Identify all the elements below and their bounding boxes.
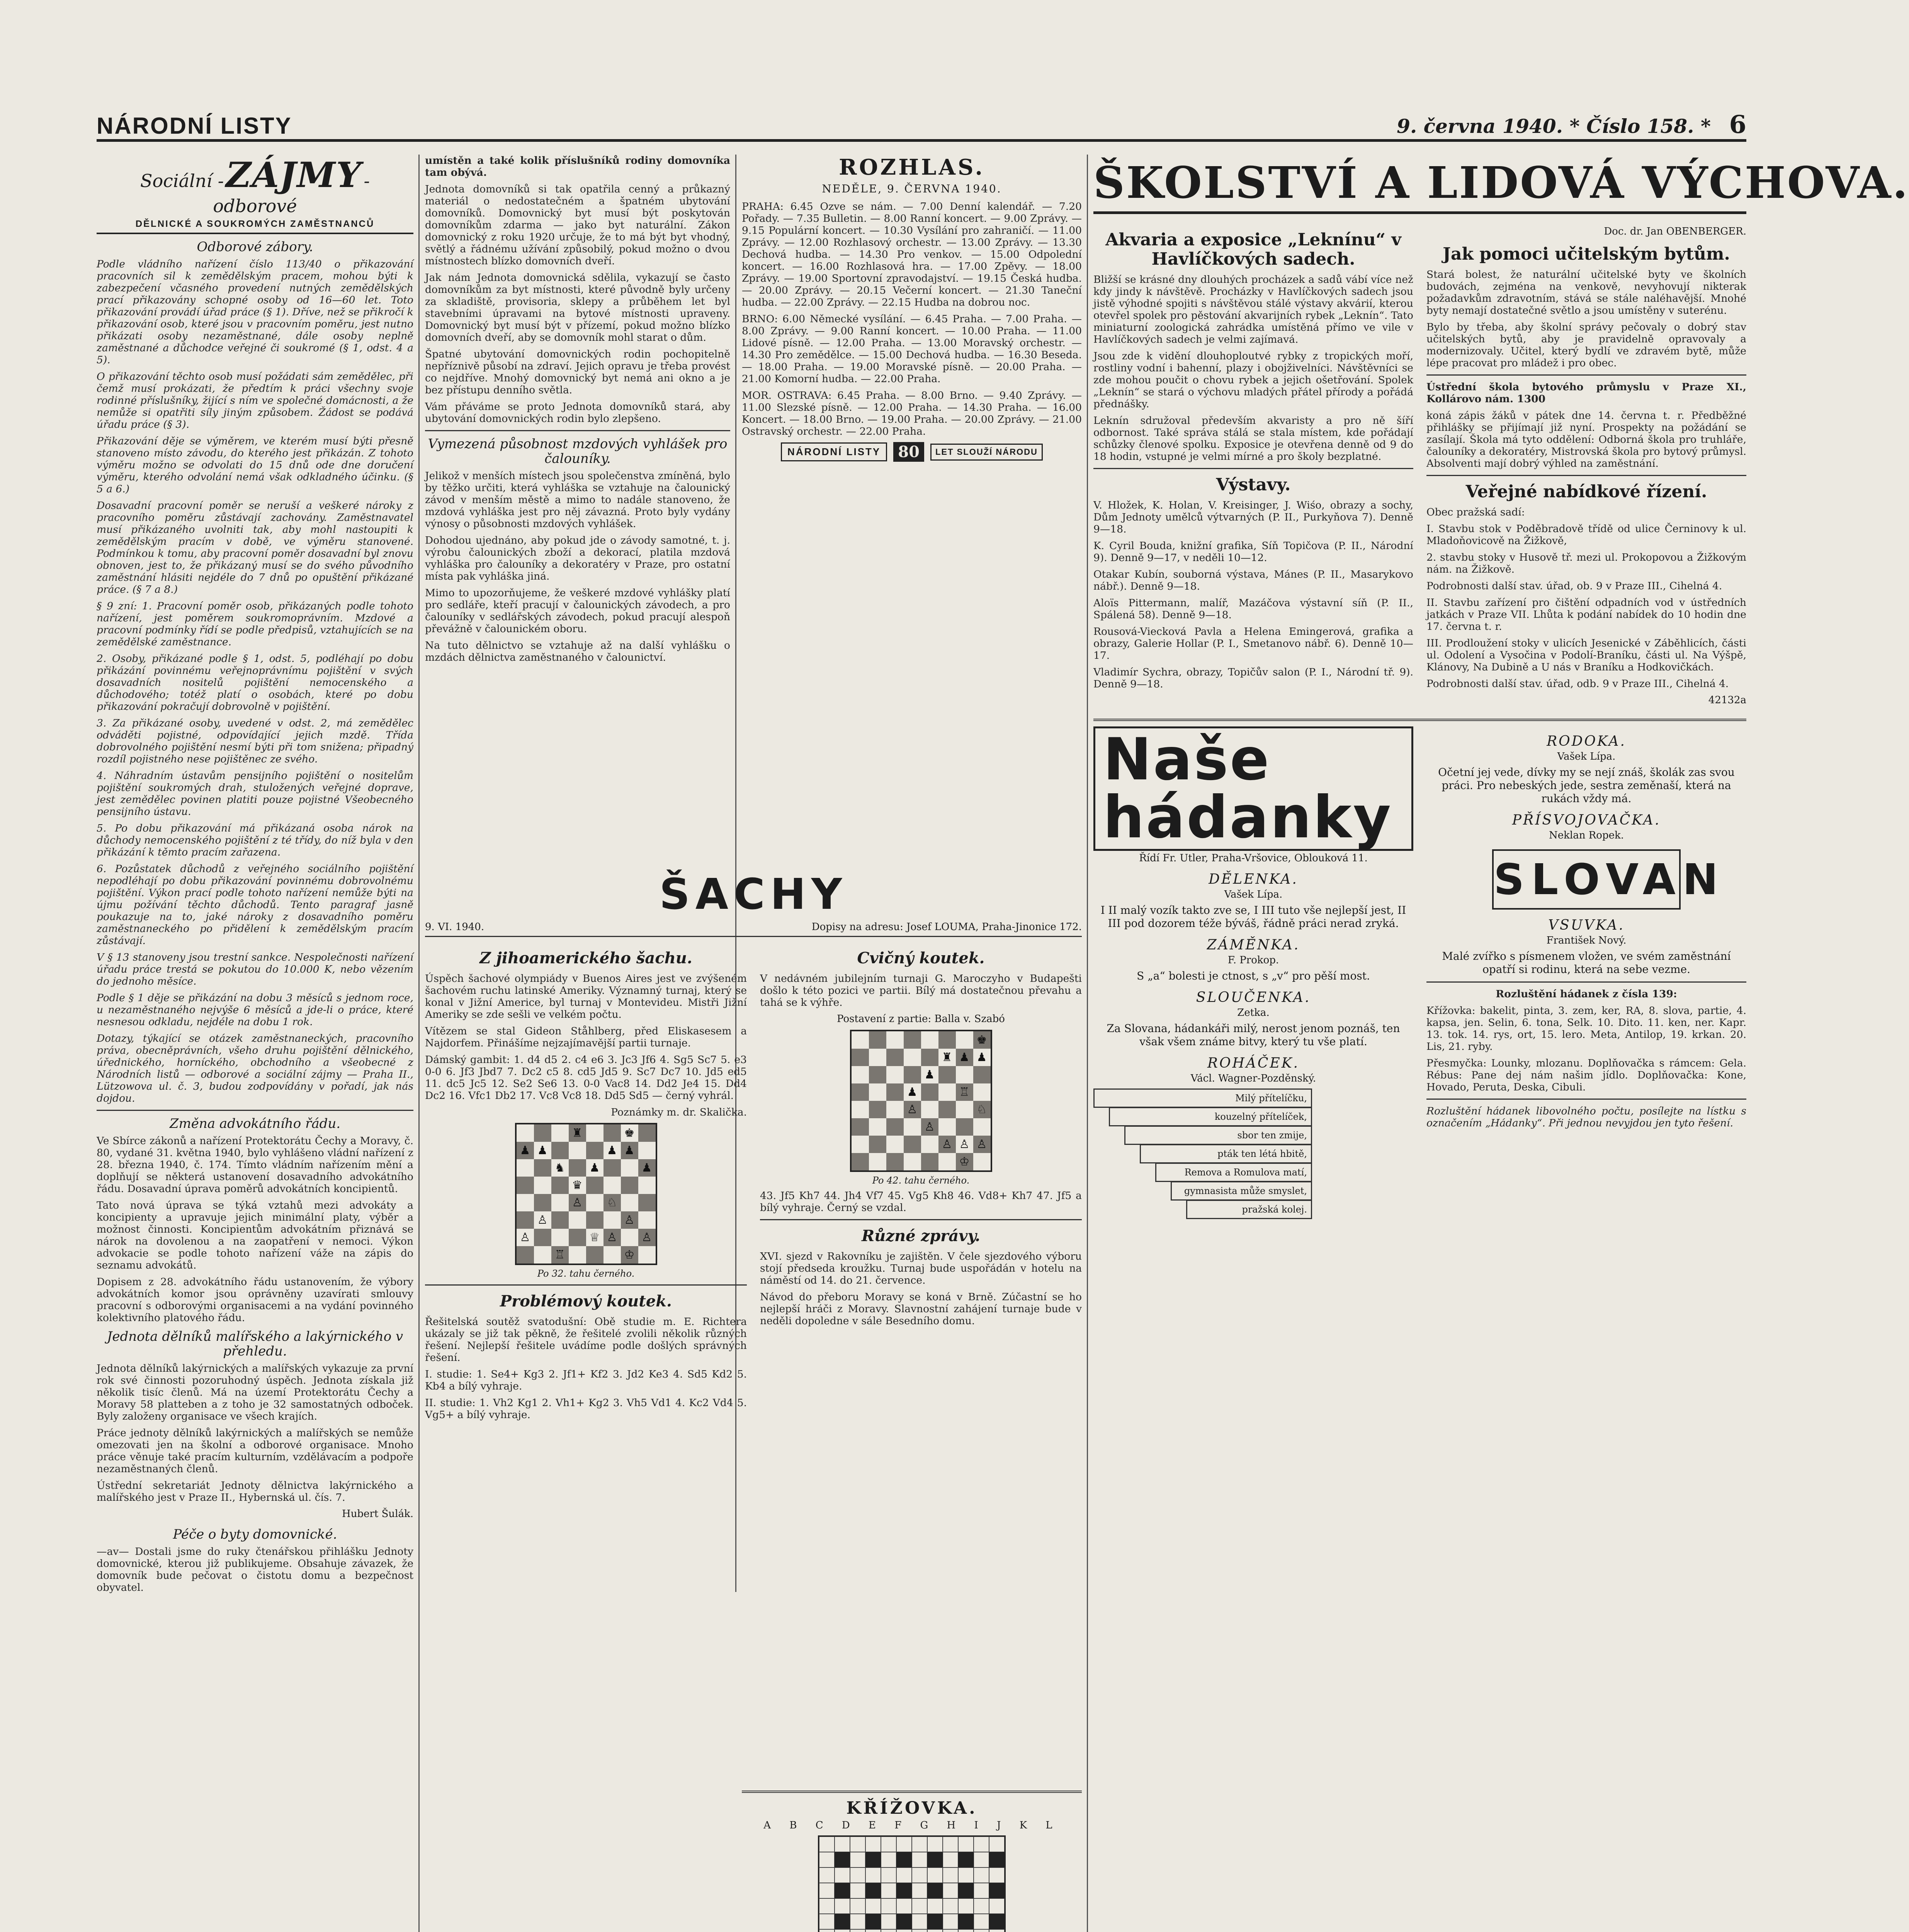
crossword-white-cell	[989, 1929, 1005, 1932]
header-zajmy: ZÁJMY	[226, 155, 362, 196]
tender-number: 42132a	[1708, 694, 1746, 706]
crossword-white-cell	[943, 1883, 958, 1898]
crossword-black-cell	[927, 1883, 943, 1898]
exhibition-entry: Vladimír Sychra, obrazy, Topičův salon (P. I., Národní tř. 9). Denně 9—18.	[1093, 666, 1413, 690]
crossword-grid	[818, 1835, 1006, 1932]
crossword-white-cell	[927, 1898, 943, 1914]
article-paragraph: O přikazování těchto osob musí požádati sám zemědělec, při čemž musí prokázati, že předtím k práci všechny svoje rodinné příslušníky, žijící s ním ve společné domácnosti, a že nemůže si opatřiti síly jiným způsobem. Žádost se podává úřadu práce (§ 3).	[97, 371, 413, 430]
chess-board: ♜ ♚ ♟ ♟ ♟ ♟ ♞ ♟ ♟ ♛ ♙ ♘ ♙ ♙ ♙ ♕ ♙ ♙ ♖ ♔	[515, 1123, 657, 1265]
radio-ostrava: MOR. OSTRAVA: 6.45 Praha. — 8.00 Brno. — 9.40 Zprávy. — 11.00 Slezské písně. — 12.00 Praha. — 14.30 Praha. — 16.00 Koncert. — 18.00 Brno. — 19.00 Praha. — 20.00 Zprávy. — 21.00 Ostravský orchestr. — 22.00 Praha.	[742, 389, 1082, 437]
crossword-white-cell	[974, 1867, 989, 1883]
crossword-black-cell	[958, 1883, 974, 1898]
riddle-word-box: SLOVAN	[1492, 849, 1681, 910]
crossword-black-cell	[865, 1914, 881, 1929]
rohacek-row	[1186, 1200, 1312, 1219]
crossword-white-cell	[850, 1867, 865, 1883]
crossword-black-cell	[896, 1914, 912, 1929]
puzzles-section	[1093, 726, 1746, 1231]
crossword-white-cell	[896, 1929, 912, 1932]
crossword-white-cell	[943, 1914, 958, 1929]
article-paragraph: Jednota domovníků si tak opatřila cenný a průkazný materiál o nedostatečném a špatném ubytování domovníků. Domovnický byt musí být poskytován domovníkům zdarma — jako byt naturální. Zákon domovnický z roku 1920 určuje, že to má být byt vhodný, světlý a řádnému užívání způsobilý, pokud možno o dvou místnostech blízko domovních dveří.	[425, 183, 730, 267]
riddle-author: Neklan Ropek.	[1549, 830, 1624, 841]
article-title: Akvaria a exposice „Leknínu“ v Havlíčkových sadech.	[1105, 230, 1401, 269]
solutions-note: Rozluštění hádanek libovolného počtu, posílejte na lístku s označením „Hádanky“. Při jednou nevyjdou jen tyto řešení.	[1426, 1105, 1746, 1129]
crossword-white-cell	[850, 1883, 865, 1898]
crossword-white-cell	[881, 1867, 896, 1883]
crossword-black-cell	[896, 1852, 912, 1867]
radio-praha: PRAHA: 6.45 Ozve se nám. — 7.00 Denní kalendář. — 7.20 Pořady. — 7.35 Bulletin. — 8.00 Ranní koncert. — 9.00 Zprávy. — 9.15 Populární koncert. — 10.30 Vysílání pro zahraničí. — 11.00 Zprávy. — 12.00 Rozhlasový orchestr. — 13.00 Zprávy. — 13.30 Dechová hudba. — 14.30 Pro venkov. — 15.00 Odpolední koncert. — 16.00 Rozhlasová hra. — 17.00 Zpěvy. — 18.00 Zprávy. — 19.00 Sportovní zpravodajství. — 19.15 Česká hudba. — 20.00 Zprávy. — 20.15 Večerní koncert. — 21.30 Taneční hudba. — 22.00 Zprávy. — 22.15 Hudba na dobrou noc.	[742, 201, 1082, 308]
rohacek-clue: Remova a Romulova matí,	[1184, 1167, 1307, 1178]
exhibition-entry: Otakar Kubín, souborná výstava, Mánes (P. II., Masarykovo nábř.). Denně 9—18.	[1093, 568, 1413, 592]
riddle-title: ROHÁČEK.	[1207, 1055, 1300, 1071]
riddle-title: VSUVKA.	[1548, 917, 1625, 933]
crossword-white-cell	[974, 1837, 989, 1852]
exhibition-entry: Rousová-Viecková Pavla a Helena Emingerová, grafika a obrazy, Galerie Hollar (P. I., Smetanovo nábř. 6). Denně 10—17.	[1093, 626, 1413, 662]
crossword-white-cell	[850, 1914, 865, 1929]
chess-paragraph: Návod do přeboru Moravy se koná v Brně. Zúčastní se ho nejlepší hráči z Moravy. Slavnostní zahájení turnaje bude v neděli dopoledne v sále Besedního domu.	[760, 1291, 1082, 1327]
position-source: Postavení z partie: Balla v. Szabó	[837, 1013, 1005, 1025]
article-paragraph: Leknín sdružoval především akvaristy a pro ně šíří odbornost. Také správa stálá se stala místem, kde pořádají schůzky členové spolku. Exposice je otevřena denně od 9 do 18 hodin, vstupné je velmi mírné a pro školy bezplatné.	[1093, 415, 1413, 463]
rohacek-stairs	[1093, 1088, 1325, 1228]
crossword-black-cell	[958, 1852, 974, 1867]
article-paragraph: Stará bolest, že naturální učitelské byty ve školních budovách, zejména na venkově, nevyhovují nikterak požadavkům zdravotním, stává se stále naléhavější. Mnohé byty nemají dostatečné světlo a jsou umístěny v suterénu.	[1426, 269, 1746, 316]
rohacek-row	[1155, 1163, 1312, 1182]
crossword-white-cell	[912, 1898, 927, 1914]
chess-date: 9. VI. 1940.	[425, 921, 484, 933]
article-paragraph: 6. Pozůstatek důchodů z veřejného sociálního pojištění nepodléhají po dobu přikazování povinnému dobrovolnému pojištění. Výkon prací podle tohoto nařízení nemůže býti na újmu požívání těchto důchodů. Tento paragraf jasně poukazuje na to, jaké nároky z dosavadního poměru zaměstnaneckého po přidělení k zemědělským pracím zůstávají.	[97, 863, 413, 947]
article-title: Jak pomoci učitelským bytům.	[1443, 244, 1730, 264]
crossword-white-cell	[881, 1929, 896, 1932]
riddle-author: Vašek Lípa.	[1557, 751, 1616, 762]
crossword-black-cell	[835, 1852, 850, 1867]
crossword-white-cell	[819, 1837, 835, 1852]
radio-date: NEDĚLE, 9. ČERVNA 1940.	[822, 182, 1002, 195]
crossword-white-cell	[943, 1837, 958, 1852]
article-paragraph: 3. Za přikázané osoby, uvedené v odst. 2, má zemědělec odváděti pojistné, odpovídající jejich mzdě. Třída dobrovolného pojištění nesmí býti při tom snižena; připadný rozdíl pojistného nese pojištěnec ze svého.	[97, 717, 413, 765]
author-signature: Hubert Šulák.	[342, 1508, 413, 1520]
article-paragraph: Práce jednoty dělníků lakýrnických a malířských se nemůže omezovati jen na školní a odborové organisace. Mnoho práce věnuje také pracím kulturním, vzdělávacím a podpoře nezaměstnaných členů.	[97, 1427, 413, 1475]
riddle-text: Malé zvířko s písmenem vložen, ve svém zaměstnání opatří si rodinu, která na sebe vezme.	[1442, 950, 1731, 976]
chess-paragraph: I. studie: 1. Se4+ Kg3 2. Jf1+ Kf2 3. Jd2 Ke3 4. Sd5 Kd2 5. Kb4 a bílý vyhraje.	[425, 1368, 747, 1392]
article-paragraph: Bližší se krásné dny dlouhých procházek a sadů vábí více než kdy jindy k návštěvě. Procházky v Havlíčkových sadech jsou jistě výhodné spojiti s návštěvou stálé výstavy akvárií, kterou otevřel spolek pro pěstování akvarijních rybek „Leknín“. Tato miniaturní zoologická zahrádka umístěná přímo ve vile v Havlíčkových sadech je velmi zajímavá.	[1093, 274, 1413, 345]
crossword-white-cell	[819, 1914, 835, 1929]
crossword-black-cell	[927, 1914, 943, 1929]
crossword-white-cell	[974, 1852, 989, 1867]
article-paragraph: Dopisem z 28. advokátního řádu ustanovením, že výbory advokátních komor jsou oprávněny uzavírati smlouvy pracovní s odborovými organisacemi a na vydání povinného kolektivního platového řádu.	[97, 1276, 413, 1324]
riddle-author: Vašek Lípa.	[1224, 889, 1283, 900]
author-signature: Doc. dr. Jan OBENBERGER.	[1604, 226, 1746, 237]
crossword-white-cell	[927, 1867, 943, 1883]
crossword-white-cell	[912, 1929, 927, 1932]
article-title: Vymezená působnost mzdových vyhlášek pro čalouníky.	[428, 436, 728, 466]
problem-corner-title: Problémový koutek.	[500, 1292, 672, 1310]
crossword-white-cell	[912, 1867, 927, 1883]
chess-paragraph: V nedávném jubilejním turnaji G. Maroczyho v Budapešti došlo k této pozici ve partii. Bílý má dostatečnou převahu a tahá se k výhře.	[760, 973, 1082, 1009]
crossword-white-cell	[835, 1898, 850, 1914]
chess-article-title: Z jihoamerického šachu.	[479, 949, 692, 967]
chess-address: Dopisy na adresu: Josef LOUMA, Praha-Jinonice 172.	[811, 921, 1082, 933]
chess-paragraph: XVI. sjezd v Rakovníku je zajištěn. V čele sjezdového výboru stojí předseda kroužku. Turnaj bude uspořádán v hotelu na náměstí od 14. do 21. července.	[760, 1250, 1082, 1286]
crossword-white-cell	[974, 1883, 989, 1898]
article-paragraph: Dohodou ujednáno, aby pokud jde o závody samotné, t. j. výrobu čalounických zboží a dekorací, platila mzdová vyhláška pro čalouníky a dekoratéry v Praze, pro ostatní místa pak vyhláška jiná.	[425, 534, 730, 582]
crossword-white-cell	[989, 1898, 1005, 1914]
crossword-black-cell	[835, 1914, 850, 1929]
crossword-white-cell	[943, 1867, 958, 1883]
exhibition-entry: Aloïs Pittermann, malíř, Mazáčova výstavní síň (P. II., Spálená 58). Denně 9—18.	[1093, 597, 1413, 621]
crossword-white-cell	[896, 1837, 912, 1852]
article-title: Změna advokátního řádu.	[169, 1116, 341, 1131]
crossword-white-cell	[896, 1898, 912, 1914]
crossword-white-cell	[958, 1867, 974, 1883]
rohacek-row	[1124, 1126, 1312, 1145]
article-paragraph: Mimo to upozorňujeme, že veškeré mzdové vyhlášky platí pro sedláře, kteří pracují v čalounických závodech, a pro čalouníky v sedlářských závodech, pokud pracují alespoň převážně v čalounickém oboru.	[425, 587, 730, 635]
rohacek-row	[1171, 1181, 1312, 1201]
crossword-white-cell	[819, 1929, 835, 1932]
divider	[1426, 981, 1746, 983]
crossword-white-cell	[819, 1867, 835, 1883]
issue-date: 9. června 1940.	[1397, 115, 1563, 138]
crossword-white-cell	[819, 1852, 835, 1867]
article-paragraph: Jelikož v menších místech jsou společenstva zmíněná, bylo by těžko určiti, která vyhláška se vztahuje na čalounický závod v menším městě a mimo to nadále stanoveno, že mzdová vyhláška jest pro něj závazná. Proto byly vydány výnosy o působnosti mzdových vyhlášek.	[425, 470, 730, 530]
crossword-white-cell	[943, 1929, 958, 1932]
article-paragraph: Vám přáváme se proto Jednota domovníků stará, aby ubytování domovnických rodin bylo zlepšeno.	[425, 401, 730, 425]
crossword-white-cell	[958, 1929, 974, 1932]
riddle-title: RODOKA.	[1547, 733, 1626, 749]
riddle-text: Za Slovana, hádankáři milý, nerost jenom poznáš, ten však všem známe bitvy, který tu vše platí.	[1107, 1022, 1400, 1048]
masthead	[97, 104, 1746, 142]
article-paragraph: Jak nám Jednota domovnická sdělila, vykazují se často domovníkům za byt místnosti, které původně byly určeny za skladiště, provisoria, sklepy a průběhem let byl stavebními úpravami na bytové místnosti upraveny. Domovnický byt musí být v přízemí, pokud možno blízko domovních dveří, aby se domovník mohl starat o dům.	[425, 272, 730, 344]
tender-item: I. Stavbu stok v Poděbradově třídě od ulice Černinovy k ul. Mladoňovicově na Žižkově,	[1426, 523, 1746, 547]
article-paragraph: Dosavadní pracovní poměr se neruší a veškeré nároky z pracovního poměru zůstávají zachovány. Zaměstnavatel musí přikázaného uvolniti tak, aby mohl nastoupiti k zemědělským pracím v době, ve výměru stanovené. Podmínkou k tomu, aby pracovní poměr dosavadní byl znovu obnoven, jest to, že přikázaný musí se do svého původního zaměstnání hlásiti nejdéle do 7 dnů po opuštění přikázané práce. (§ 7 a 8.)	[97, 500, 413, 595]
crossword-white-cell	[912, 1883, 927, 1898]
article-paragraph: 2. Osoby, přikázané podle § 1, odst. 5, podléhají po dobu přikázání povinnému veřejnoprávnímu pojištění v svých dosavadních nositelů pojištění nemocenského a důchodového; totéž platí o osobách, které po dobu přikazování pokračují dobrovolně v pojištění.	[97, 653, 413, 713]
puzzles-title: Naše hádanky	[1093, 726, 1413, 851]
column-radio	[742, 155, 1082, 466]
solutions-title: Rozluštění hádanek z čísla 139:	[1496, 988, 1677, 1000]
tender-item: III. Prodloužení stoky v ulicích Jesenické v Záběhlicích, části ul. Odolení a Vysočina v Podolí-Braníku, části ul. Na Výšpě, Klánovy, Na Dubině a U nás v Braníku a Hodkovičkách.	[1426, 637, 1746, 673]
tender-intro: Obec pražská sadí:	[1426, 506, 1525, 518]
exhibition-entry: K. Cyril Bouda, knižní grafika, Síň Topičova (P. II., Národní 9). Denně 9—17, v neděli 10—12.	[1093, 540, 1413, 564]
board-caption: Po 32. tahu černého.	[537, 1268, 635, 1279]
riddle-text: S „a“ bolesti je ctnost, s „v“ pro pěší most.	[1137, 969, 1370, 982]
social-section-header	[97, 155, 413, 234]
crossword-white-cell	[865, 1837, 881, 1852]
puzzles-right	[1426, 726, 1746, 1231]
chess-paragraph: Vítězem se stal Gideon Ståhlberg, před Eliskasesem a Najdorfem. Přinášíme nejzajímavější partii turnaje.	[425, 1025, 747, 1049]
article-paragraph: Podle § 1 děje se přikázání na dobu 3 měsíců s jednom roce, u nezaměstnaného nejvýše 6 měsíců a jde-li o práce, které nesnesou odkladu, nejdéle na dobu 1 rok.	[97, 992, 413, 1028]
article-title: Výstavy.	[1216, 475, 1291, 495]
solutions-text: Křížovka: bakelit, pinta, 3. zem, ker, RA, 8. slova, partie, 4. kapsa, jen. Selin, 6. tona, Selk. 10. Dito. 11. ken, ner. Kapr. 13. tok. 14. rys, ort, 15. lero. Meta, Antilop, 19. krkan. 20. Lis, 21. ryby.	[1426, 1005, 1746, 1053]
column-social	[97, 155, 413, 1598]
article-paragraph: Jednota dělníků lakýrnických a malířských vykazuje za první rok své činnosti pozoruhodný úspěch. Jednota získala již několik tisíc členů. Má na území Protektorátu Čechy a Moravy 58 platteben a z toho je 32 samostatných odboček. Byly založeny organisace ve všech krajích.	[97, 1362, 413, 1422]
education-right	[1426, 224, 1746, 713]
chess-notes-author: Poznámky m. dr. Skalička.	[611, 1106, 747, 1118]
crossword-white-cell	[819, 1898, 835, 1914]
news-title: Různé zprávy.	[862, 1227, 980, 1245]
chess-paragraph: Řešitelská soutěž svatodušní: Obě studie m. E. Richtera ukázaly se již tak pěkně, že řešitelé zvolili několik různých řešení. Nejlepší řešitele uvádíme podle došlých správných řešení.	[425, 1316, 747, 1364]
column-social-cont	[425, 155, 730, 668]
education-section-title: ŠKOLSTVÍ A LIDOVÁ VÝCHOVA.	[1093, 155, 1746, 214]
column-rule	[418, 155, 420, 1932]
crossword-white-cell	[865, 1867, 881, 1883]
divider	[1426, 1099, 1746, 1100]
tender-item: 2. stavbu stoky v Husově tř. mezi ul. Prokopovou a Žižkovým nám. na Žižkově.	[1426, 551, 1746, 575]
header-subtitle: DĚLNICKÉ A SOUKROMÝCH ZAMĚSTNANCŮ	[135, 219, 375, 229]
chess-subheader	[425, 921, 1082, 937]
rohacek-clue: gymnasista může smyslet,	[1184, 1185, 1307, 1196]
rohacek-row	[1140, 1144, 1312, 1163]
exercise-corner-title: Cvičný koutek.	[857, 949, 985, 967]
crossword-white-cell	[819, 1883, 835, 1898]
article-paragraph: Na tuto dělnictvo se vztahuje až na další vyhlášku o mzdách dělnictva zaměstnaného v čalounictví.	[425, 639, 730, 663]
article-paragraph: Tato nová úprava se týká vztahů mezi advokáty a koncipienty a upravuje jejich minimální platy, výběr a možnost činnosti. Koncipientům advokátním přiznává se nárok na dovolenou a na zaopatření v nemoci. Výkon advokacie se podle tohoto nařízení váže na zápis do seznamu advokátů.	[97, 1199, 413, 1271]
rohacek-row	[1093, 1088, 1312, 1108]
column-education	[1093, 155, 1909, 1231]
article-title: Odborové zábory.	[197, 239, 313, 255]
divider	[1093, 719, 1746, 721]
riddle-text: Očetní jej vede, dívky my se nejí znáš, školák zas svou práci. Pro nebeských jede, sestra zeměnaší, která na rukách vždy má.	[1438, 766, 1735, 805]
rohacek-clue: sbor ten zmije,	[1237, 1130, 1307, 1141]
article-paragraph: Jsou zde k vidění dlouhoploutvé rybky z tropických moří, rostliny vodní i bahenní, plazy i obojživelníci. Návštěvníci se zde mohou poučit o chovu rybek a jejich ošetřování. Spolek „Leknín“ se stará o výchovu mladých přátel přírody a pořádá přednášky.	[1093, 350, 1413, 410]
article-paragraph: Podle vládního nařízení číslo 113/40 o přikazování pracovních sil k zemědělským pracem, mohou býti k zabezpečení včasného provedení nutných zemědělských prací přikazovány schopné osoby od 16—60 let. Toto přikazování provádí úřad práce (§ 1). Dříve, než se přikročí k přikazování osob, které jsou v pracovním poměru, jest nutno přikázati osoby nezaměstnané, dále osoby neplně zaměstnané a důchodce veřejné či soukromé (§ 1, odst. 4 a 5).	[97, 258, 413, 366]
crossword-section	[742, 1785, 1082, 1932]
crossword-column-letters: A B C D E F G H I J K L	[763, 1820, 1060, 1831]
article-paragraph: Špatné ubytování domovnických rodin pochopitelně nepříznivě působí na zdraví. Jejich opravu je třeba provést co nejdříve. Mnohý domovnický byt nemá ani okno a je bez přístupu denního světla.	[425, 348, 730, 396]
crossword-white-cell	[989, 1837, 1005, 1852]
education-left	[1093, 224, 1413, 713]
crossword-black-cell	[958, 1914, 974, 1929]
crossword-white-cell	[912, 1837, 927, 1852]
chess-left	[425, 942, 747, 1425]
crossword-white-cell	[865, 1929, 881, 1932]
school-notice-title: Ústřední škola bytového průmyslu v Praze XI., Kollárovo nám. 1300	[1426, 381, 1746, 405]
radio-title: ROZHLAS.	[839, 155, 985, 180]
tender-title: Veřejné nabídkové řízení.	[1465, 482, 1707, 502]
divider	[1093, 468, 1413, 469]
crossword-white-cell	[958, 1898, 974, 1914]
puzzles-left	[1093, 726, 1413, 1231]
crossword-white-cell	[881, 1852, 896, 1867]
article-paragraph: 4. Náhradním ústavům pensijního pojištění o nositelům pojištění soukromých drah, stuložených veřejné doprave, jest zemědělec povinen platiti pouze pojistné Všeobecného pensijního ústavu.	[97, 770, 413, 818]
header-sociální: Sociální -	[140, 170, 224, 191]
crossword-black-cell	[989, 1852, 1005, 1867]
riddle-author: František Nový.	[1546, 935, 1627, 946]
crossword-white-cell	[850, 1837, 865, 1852]
tender-item: Podrobnosti další stav. úřad, ob. 9 v Praze III., Cihelná 4.	[1426, 580, 1722, 592]
crossword-title: KŘÍŽOVKA.	[846, 1798, 977, 1818]
exhibition-entry: V. Hložek, K. Holan, V. Kreisinger, J. Wiśo, obrazy a sochy, Dům Jednoty umělců výtvarných (P. II., Purkyňova 7). Denně 9—18.	[1093, 499, 1413, 535]
crossword-white-cell	[881, 1837, 896, 1852]
article-paragraph: —av— Dostali jsme do ruky čtenářskou přihlášku Jednoty domovnické, kterou již publikujeme. Obsahuje závazek, že domovník bude pečovat o čistotu domu a bezpečnost obyvatel.	[97, 1546, 413, 1594]
riddle-title: DĚLENKA.	[1209, 871, 1298, 887]
crossword-white-cell	[974, 1914, 989, 1929]
rohacek-clue: pražská kolej.	[1242, 1204, 1307, 1215]
chess-paragraph: II. studie: 1. Vh2 Kg1 2. Vh1+ Kg2 3. Vh5 Vd1 4. Kc2 Vd4 5. Vg5+ a bílý vyhraje.	[425, 1397, 747, 1421]
article-title: Péče o byty domovnické.	[173, 1527, 337, 1542]
tender-item: Podrobnosti další stav. úřad, odb. 9 v Praze III., Cihelná 4.	[1426, 678, 1729, 690]
school-notice: koná zápis žáků v pátek dne 14. června t. r. Předběžné přihlášky se přijímají již nyní. Prospekty na požádání se zasílají. Škola má tyto oddělení: Odborná škola pro truhláře, čalouníky a dekoratéry, Mistrovská škola pro bytový průmysl. Absolventi mají dobrý výhled na zaměstnání.	[1426, 410, 1746, 469]
article-paragraph: 5. Po dobu přikazování má přikázaná osoba nárok na důchody nemocenského pojištění z té třídy, do níž byla v den přikázání k těmto pracím zařazena.	[97, 822, 413, 858]
rohacek-clue: kouzelný přítelíček,	[1214, 1111, 1307, 1122]
crossword-white-cell	[881, 1883, 896, 1898]
logo-years: 80	[893, 442, 924, 462]
crossword-white-cell	[835, 1929, 850, 1932]
logo-paper-name: NÁRODNÍ LISTY	[781, 442, 887, 461]
riddle-title: SLOUČENKA.	[1196, 990, 1311, 1005]
crossword-white-cell	[835, 1867, 850, 1883]
article-paragraph: Ústřední sekretariát Jednoty dělnictva lakýrnického a malířského jest v Praze II., Hybernská ul. čís. 7.	[97, 1480, 413, 1503]
divider	[742, 1791, 1082, 1793]
chess-title: ŠACHY	[659, 869, 848, 919]
crossword-white-cell	[850, 1852, 865, 1867]
article-paragraph: Bylo by třeba, aby školní správy pečovaly o dobrý stav učitelských bytů, aby je pravidelně opravovaly a modernizovaly. Učitel, který bydlí ve zdravém bytě, může lépe pracovat pro mládež i pro obec.	[1426, 321, 1746, 369]
chess-section	[425, 862, 1082, 1425]
crossword-white-cell	[974, 1898, 989, 1914]
crossword-white-cell	[989, 1867, 1005, 1883]
article-paragraph: Dotazy, týkající se otázek zaměstnaneckých, pracovního práva, obecněprávních, všeho druhu pojištění dělnického, úřednického, horníckého, obchodního a všeobecné z Národních listů — odborové a sociální zájmy — Praha II., Lützowova ul. č. 3, budou zodpovídány v pořadí, jak nás dojdou.	[97, 1032, 413, 1104]
crossword-white-cell	[958, 1837, 974, 1852]
article-title: Jednota dělníků malířského a lakýrnického v přehledu.	[107, 1329, 403, 1359]
article-paragraph: V § 13 stanoveny jsou trestní sankce. Nespolečnosti nařízení úřadu práce trestá se pokutou do 10.000 K, nebo vězením do jednoho měsíce.	[97, 951, 413, 987]
chess-board: ♚ ♜ ♟ ♟ ♟ ♟ ♖ ♙ ♘ ♙ ♙ ♙ ♙ ♔	[850, 1030, 992, 1172]
crossword-white-cell	[943, 1898, 958, 1914]
divider	[425, 1284, 747, 1286]
divider	[425, 430, 730, 431]
divider	[1426, 374, 1746, 376]
article-paragraph: Přikazování děje se výměrem, ve kterém musí býti přesně stanoveno místo závodu, do kterého jest přikázán. Z tohoto výměru možno se odvolati do 15 dnů ode dne doručení výměru, kterého odvolání nemá však odkladného účinku. (§ 5 a 6.)	[97, 435, 413, 495]
education-columns	[1093, 224, 1746, 713]
riddle-author: Václ. Wagner-Pozděnský.	[1190, 1073, 1316, 1084]
logo-tagline: LET SLOUŽÍ NÁRODU	[930, 444, 1043, 461]
riddle-title: ZÁMĚNKA.	[1207, 937, 1300, 953]
solutions-text: Přesmyčka: Lounky, mlozanu. Doplňovačka s rámcem: Gela. Rébus: Pane dej nám našim jídlo. Doplňovačka: Kone, Hovado, Peruta, Deska, Cibuli.	[1426, 1057, 1746, 1093]
crossword-black-cell	[865, 1883, 881, 1898]
chess-moves: 43. Jf5 Kh7 44. Jh4 Vf7 45. Vg5 Kh8 46. Vd8+ Kh7 47. Jf5 a bílý vyhraje. Černý se vzdal.	[760, 1190, 1082, 1214]
radio-brno: BRNO: 6.00 Německé vysílání. — 6.45 Praha. — 7.00 Praha. — 8.00 Zprávy. — 9.00 Ranní koncert. — 10.00 Praha. — 11.00 Lidové písně. — 12.00 Praha. — 13.00 Moravský orchestr. — 14.30 Pro zemědělce. — 15.00 Dechová hudba. — 16.30 Beseda. — 18.00 Praha. — 19.00 Moravské písně. — 20.00 Praha. — 21.00 Komorní hudba. — 22.00 Praha.	[742, 313, 1082, 385]
divider	[760, 1219, 1082, 1220]
crossword-white-cell	[850, 1898, 865, 1914]
puzzles-editor: Řídí Fr. Utler, Praha-Vršovice, Oblouková 11.	[1139, 852, 1368, 864]
crossword-white-cell	[896, 1867, 912, 1883]
crossword-white-cell	[927, 1929, 943, 1932]
riddle-author: Zetka.	[1237, 1007, 1270, 1019]
riddle-author: F. Prokop.	[1227, 954, 1279, 966]
crossword-white-cell	[927, 1837, 943, 1852]
anniversary-logo	[742, 442, 1082, 462]
crossword-black-cell	[927, 1852, 943, 1867]
crossword-black-cell	[989, 1914, 1005, 1929]
rohacek-row	[1109, 1107, 1312, 1126]
riddle-title: PŘÍSVOJOVAČKA.	[1512, 812, 1661, 828]
crossword-white-cell	[943, 1852, 958, 1867]
crossword-white-cell	[881, 1898, 896, 1914]
chess-paragraph: Úspěch šachové olympiády v Buenos Aires jest ve zvýšeném šachovém ruchu latinské Ameriky. Významný turnaj, který se konal v Jižní Americe, byl turnaj v Montevideu. Mistři Jižní Ameriky se zde sešli ve velkém počtu.	[425, 973, 747, 1020]
crossword-black-cell	[896, 1883, 912, 1898]
crossword-white-cell	[850, 1929, 865, 1932]
crossword-white-cell	[835, 1837, 850, 1852]
column-rule	[1087, 155, 1088, 1932]
tender-item: II. Stavbu zařízení pro čištění odpadních vod v ústředních jatkách v Praze VII. Lhůta k podání nabídek do 10 hodin dne 17. června t. r.	[1426, 597, 1746, 633]
rohacek-clue: pták ten létá hbitě,	[1217, 1148, 1307, 1159]
riddle-text: I II malý vozík takto zve se, I III tuto vše nejlepší jest, II III pod dozorem téže býváš, řádně práci nerad zryká.	[1100, 904, 1406, 930]
article-paragraph: § 9 zní: 1. Pracovní poměr osob, přikázaných podle tohoto nařízení, jest poměrem soukromoprávním. Mzdové a pracovní podmínky řídí se podle předpisů, vztahujících se na zemědělské zaměstnance.	[97, 600, 413, 648]
crossword-white-cell	[865, 1898, 881, 1914]
issue-info	[1397, 110, 1746, 139]
crossword-white-cell	[912, 1852, 927, 1867]
header-odborove: - odborové	[213, 170, 370, 216]
issue-number: * Číslo 158. *	[1569, 115, 1711, 138]
crossword-white-cell	[912, 1914, 927, 1929]
crossword-black-cell	[865, 1852, 881, 1867]
article-paragraph: Ve Sbírce zákonů a nařízení Protektorátu Čechy a Moravy, č. 80, vydané 31. května 1940, bylo vyhlášeno vládní nařízení z 28. března 1940, č. 174. Tímto vládním nařízením mění a doplňují se některá ustanovení dosavadního advokátního řádu. Dosavadní úprava poměrů advokátních koncipientů.	[97, 1135, 413, 1195]
chess-right	[760, 942, 1082, 1425]
divider	[97, 1110, 413, 1111]
crossword-black-cell	[989, 1883, 1005, 1898]
board-caption: Po 42. tahu černého.	[872, 1175, 970, 1186]
paper-title: NÁRODNÍ LISTY	[97, 113, 292, 139]
page-number: 6	[1729, 110, 1746, 139]
divider	[1426, 475, 1746, 476]
article-paragraph: umístěn a také kolik příslušníků rodiny domovníka tam obývá.	[425, 155, 730, 179]
crossword-black-cell	[835, 1883, 850, 1898]
chess-columns	[425, 942, 1082, 1425]
chess-moves: Dámský gambit: 1. d4 d5 2. c4 e6 3. Jc3 Jf6 4. Sg5 Sc7 5. e3 0-0 6. Jf3 Jbd7 7. Dc2 c5 8. cd5 Jd5 9. Sc7 Dc7 10. Jd5 ed5 11. dc5 Jc5 12. Se2 Se6 13. 0-0 Vac8 14. Dd2 Je4 15. Dd4 Dc2 16. Vfc1 Db2 17. Vc8 Vc8 18. Dd5 Sd5 — černý vyhrál.	[425, 1054, 747, 1102]
rohacek-clue: Milý přítelíčku,	[1235, 1093, 1307, 1104]
crossword-white-cell	[881, 1914, 896, 1929]
crossword-white-cell	[974, 1929, 989, 1932]
